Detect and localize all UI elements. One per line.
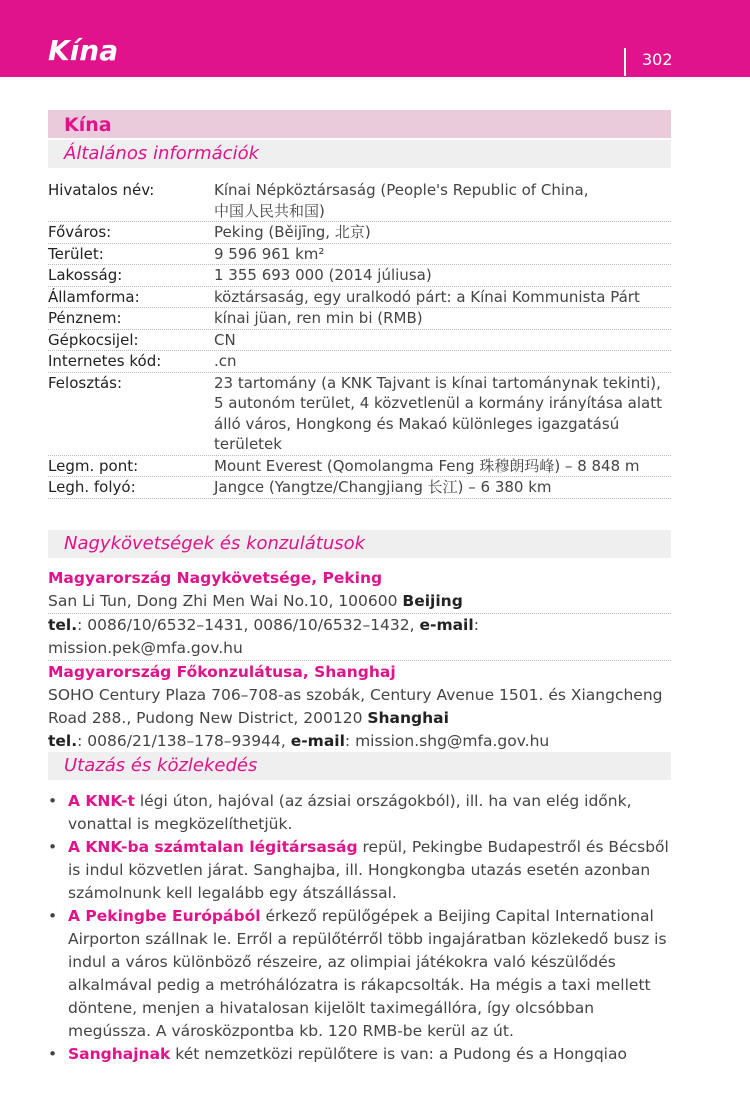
list-item: • A Pekingbe Európából érkező repülőgépek a Beijing Capital International Airporton szállnak le. Erről a repülőtérről több ingajáratban közlekedő busz is indul a város különböző részeire, az olimpiai játékokra való készülődés alkalmával pedig a metróhálózatra is rákapcsolták. Ha mégis a taxi mellett döntene, menjen a hivatalosan kijelölt taximegállóra, így olcsóbban megússza. A városközpontba kb. 120 RMB-be kerül az út. xyxy=(48,905,671,1043)
info-value: Kínai Népköztársaság (People's Republic of China, 中国人民共和国) xyxy=(214,181,589,220)
info-value: köztársaság, egy uralkodó párt: a Kínai Kommunista Párt xyxy=(214,287,640,306)
general-info-table xyxy=(48,180,671,499)
header-title: Kína xyxy=(48,34,119,67)
list-item: • Sanghajnak két nemzetközi repülőtere is van: a Pudong és a Hongqiao xyxy=(48,1043,671,1066)
info-label: Legh. folyó: xyxy=(48,478,136,496)
consulate-name: Magyarország Főkonzulátusa, Shanghaj xyxy=(48,663,396,681)
info-value: Mount Everest (Qomolangma Feng 珠穆朗玛峰) – 8 848 m xyxy=(214,456,640,475)
general-info-heading-bar xyxy=(48,140,671,168)
embassy-contact: tel.: 0086/10/6532–1431, 0086/10/6532–1432, e-mail: mission.pek@mfa.gov.hu xyxy=(48,614,671,661)
page-header xyxy=(0,0,750,77)
consulate-address: SOHO Century Plaza 706–708-as szobák, Century Avenue 1501. és Xiangcheng Road 288., Pudong New District, 200120 Shanghai xyxy=(48,686,663,727)
info-value: 9 596 961 km² xyxy=(214,244,325,263)
info-row xyxy=(48,222,671,244)
info-label: Internetes kód: xyxy=(48,352,162,370)
consulate-entry xyxy=(48,661,671,753)
info-label: Lakosság: xyxy=(48,266,123,284)
info-row xyxy=(48,351,671,373)
page-number: 302 xyxy=(642,50,673,69)
info-value: .cn xyxy=(214,352,237,370)
travel-heading: Utazás és közlekedés xyxy=(64,755,258,776)
info-label: Gépkocsijel: xyxy=(48,330,139,349)
info-label: Államforma: xyxy=(48,287,140,306)
info-row xyxy=(48,265,671,287)
info-label: Legm. pont: xyxy=(48,456,139,475)
info-label: Főváros: xyxy=(48,223,112,241)
consulate-contact: tel.: 0086/21/138–178–93944, e-mail: mission.shg@mfa.gov.hu xyxy=(48,732,550,750)
info-label: Terület: xyxy=(48,244,104,263)
embassies-list xyxy=(48,567,671,753)
info-row xyxy=(48,373,671,456)
travel-heading-bar xyxy=(48,752,671,780)
info-row xyxy=(48,244,671,266)
info-value: kínai jüan, ren min bi (RMB) xyxy=(214,309,423,327)
embassy-name: Magyarország Nagykövetsége, Peking xyxy=(48,569,383,587)
header-divider xyxy=(624,48,626,76)
info-value: CN xyxy=(214,330,236,349)
embassy-email[interactable]: : mission.pek@mfa.gov.hu xyxy=(48,616,479,657)
list-item: • A KNK-ba számtalan légitársaság repül, Pekingbe Budapestről és Bécsből is indul közvetlen járat. Sanghajba, ill. Hongkongba utazás esetén azonban számolnunk kell legalább egy átszállással. xyxy=(48,836,671,905)
info-row xyxy=(48,180,671,222)
info-row xyxy=(48,456,671,478)
embassies-heading-bar xyxy=(48,530,671,558)
info-row xyxy=(48,330,671,352)
info-value: 23 tartomány (a KNK Tajvant is kínai tartománynak tekinti), 5 autonóm terület, 4 közvetlenül a kormány irányítása alatt álló város, Hongkong és Makaó különleges igazgatású területek xyxy=(214,373,662,453)
section-title: Kína xyxy=(64,114,112,136)
info-value: Peking (Běijīng, 北京) xyxy=(214,223,371,241)
embassy-address: San Li Tun, Dong Zhi Men Wai No.10, 100600 Beijing xyxy=(48,590,671,614)
info-row xyxy=(48,308,671,330)
general-info-heading: Általános információk xyxy=(64,143,260,164)
info-row xyxy=(48,287,671,309)
embassy-entry xyxy=(48,567,671,661)
info-value: Jangce (Yangtze/Changjiang 长江) – 6 380 km xyxy=(214,478,552,496)
info-label: Felosztás: xyxy=(48,373,123,392)
info-row xyxy=(48,477,671,499)
embassies-heading: Nagykövetségek és konzulátusok xyxy=(64,533,366,554)
section-title-bar xyxy=(48,110,671,138)
info-value: 1 355 693 000 (2014 júliusa) xyxy=(214,266,432,284)
list-item: • A KNK-t légi úton, hajóval (az ázsiai országokból), ill. ha van elég időnk, vonattal is megközelíthetjük. xyxy=(48,790,671,836)
travel-list xyxy=(48,790,671,1066)
info-label: Pénznem: xyxy=(48,309,122,327)
consulate-email[interactable]: : mission.shg@mfa.gov.hu xyxy=(344,732,550,750)
info-label: Hivatalos név: xyxy=(48,181,155,199)
